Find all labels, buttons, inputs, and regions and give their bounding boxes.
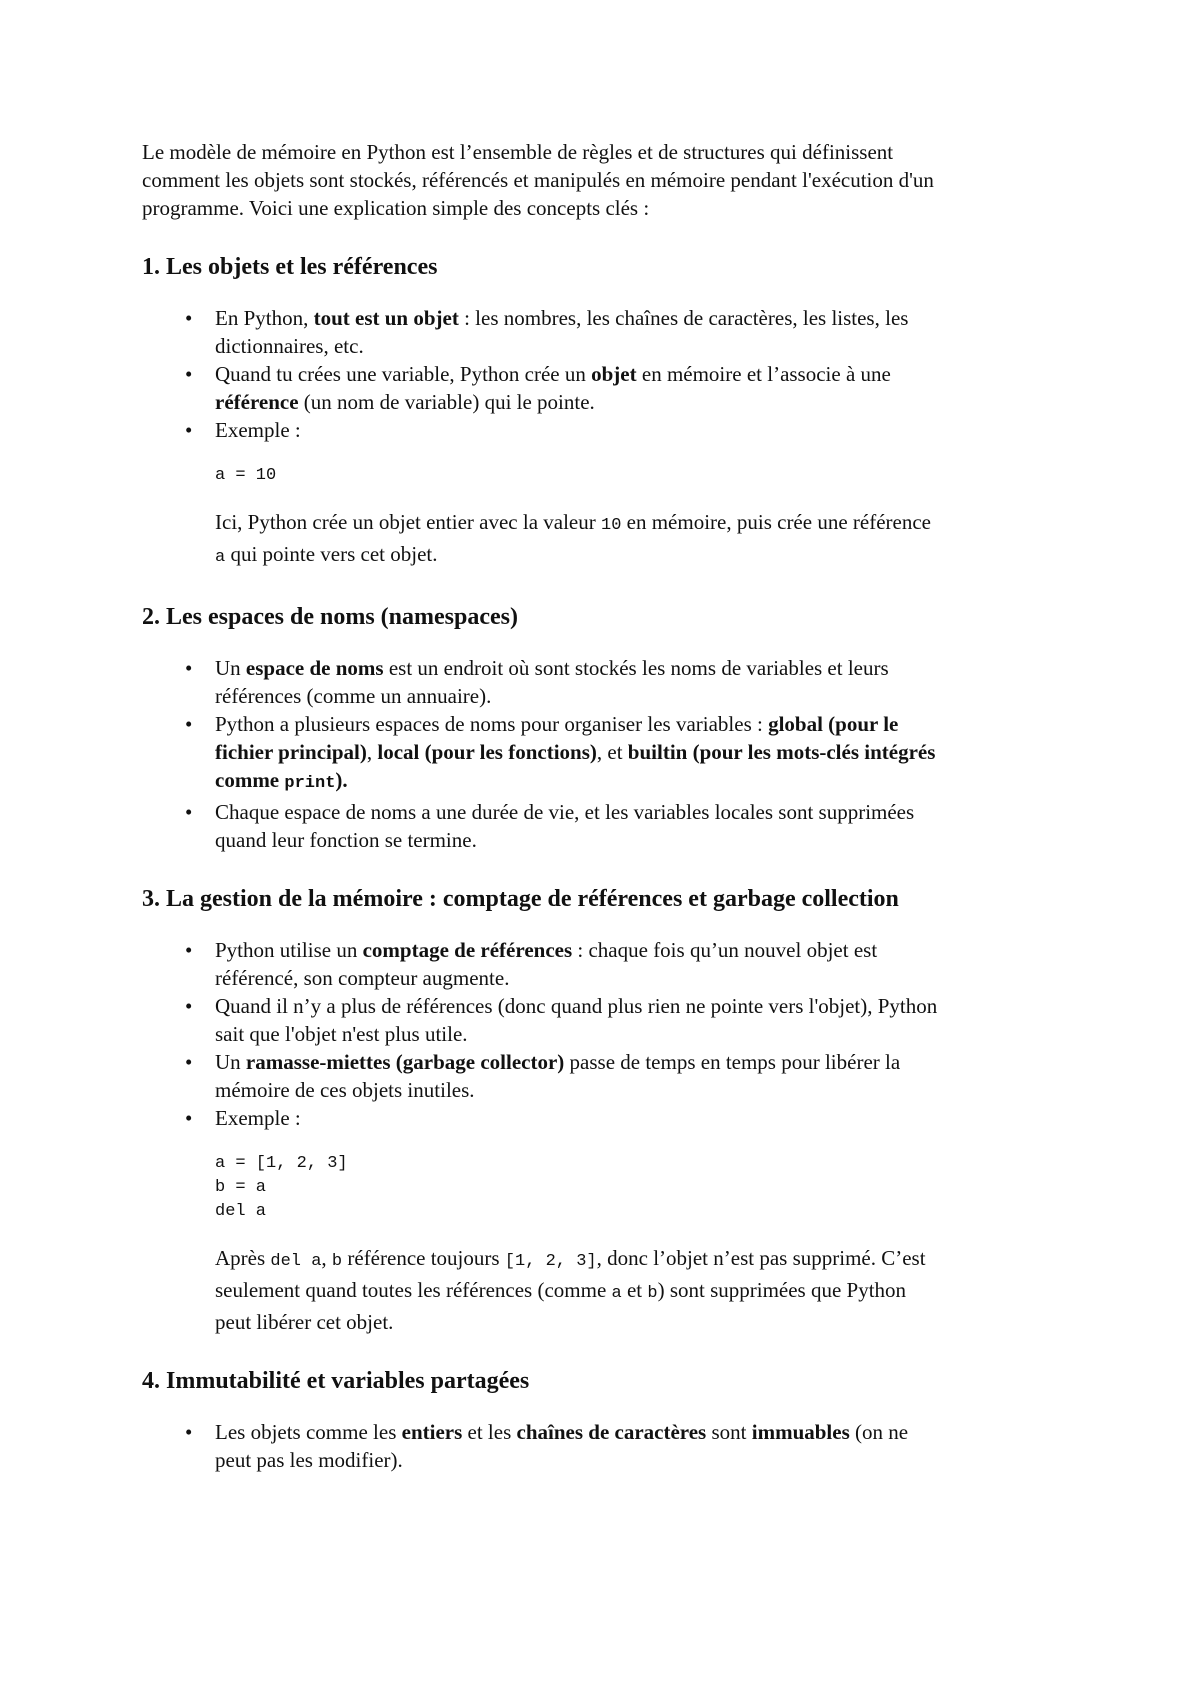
bold-text: référence [215, 390, 299, 414]
text: Exemple : [215, 418, 301, 442]
inline-code: [1, 2, 3] [504, 1252, 597, 1271]
inline-code: a [215, 548, 226, 567]
text: en mémoire, puis crée une référence [621, 510, 931, 534]
text: , [366, 740, 378, 764]
text: Quand tu crées une variable, Python crée un [215, 362, 592, 386]
text: et [621, 1278, 648, 1302]
section-3-heading: 3. La gestion de la mémoire : comptage de références et garbage collection [142, 886, 899, 912]
bold-text: local (pour les fonctions) [377, 740, 597, 764]
bold-text: comptage de références [362, 938, 573, 962]
text: Exemple : [215, 1106, 301, 1130]
text: Quand il n’y a plus de références (donc quand plus rien ne pointe vers l'objet), Python [215, 994, 938, 1018]
inline-code: del a [270, 1252, 322, 1271]
text: Chaque espace de noms a une durée de vie, et les variables locales sont supprimées [215, 800, 915, 824]
section-2-heading: 2. Les espaces de noms (namespaces) [142, 604, 518, 630]
text: dictionnaires, etc. [215, 334, 364, 358]
text: seulement quand toutes les références (comme [215, 1278, 612, 1302]
bold-text: tout est un objet [313, 306, 459, 330]
code-block: a = [1, 2, 3] b = a del a [215, 1154, 348, 1221]
text: , et [596, 740, 628, 764]
explanation [215, 508, 1072, 572]
text: sont [706, 1420, 752, 1444]
intro-line-3: programme. Voici une explication simple des concepts clés : [142, 196, 650, 220]
text: Python a plusieurs espaces de noms pour organiser les variables : [215, 712, 769, 736]
text: , donc l’objet n’est pas supprimé. C’est [596, 1246, 926, 1270]
list-item [215, 360, 1072, 416]
bold-text: chaînes de caractères [516, 1420, 707, 1444]
text: (on ne [849, 1420, 909, 1444]
intro-line-2: comment les objets sont stockés, référencés et manipulés en mémoire pendant l'exécution d'un [142, 168, 934, 192]
bold-text: ). [335, 768, 348, 792]
bold-text: entiers [401, 1420, 463, 1444]
text: En Python, [215, 306, 314, 330]
section-4-heading: 4. Immutabilité et variables partagées [142, 1368, 530, 1394]
list-item [215, 416, 1072, 572]
text: références (comme un annuaire). [215, 684, 492, 708]
list-item [215, 304, 1072, 360]
text: , [321, 1246, 332, 1270]
bold-text: builtin (pour les mots-clés intégrés [627, 740, 936, 764]
bold-text: espace de noms [245, 656, 384, 680]
list-item [215, 1418, 1072, 1474]
text: Un [215, 1050, 246, 1074]
list-item [215, 710, 1072, 798]
text: en mémoire et l’associe à une [636, 362, 891, 386]
text: Python utilise un [215, 938, 363, 962]
text: référence toujours [342, 1246, 505, 1270]
list-item [215, 1104, 1072, 1336]
text: référencé, son compteur augmente. [215, 966, 510, 990]
bold-text: ramasse-miettes (garbage collector) [245, 1050, 565, 1074]
inline-code: 10 [601, 516, 622, 535]
inline-code: a [611, 1284, 622, 1303]
bold-text: comme [215, 768, 285, 792]
text: : chaque fois qu’un nouvel objet est [572, 938, 878, 962]
document-content [142, 138, 1072, 1504]
inline-code: print [284, 774, 336, 793]
bold-text: immuables [751, 1420, 850, 1444]
text: et les [462, 1420, 517, 1444]
section-4-list [142, 1418, 1072, 1474]
bold-text: fichier principal) [215, 740, 367, 764]
text: : les nombres, les chaînes de caractères, les listes, les [458, 306, 909, 330]
bold-text: global (pour le [768, 712, 899, 736]
text: qui pointe vers cet objet. [225, 542, 438, 566]
inline-code: b [647, 1284, 658, 1303]
text: peut pas les modifier). [215, 1448, 403, 1472]
list-item [215, 1048, 1072, 1104]
text: ) sont supprimées que Python [657, 1278, 907, 1302]
explanation [215, 1244, 1072, 1336]
section-3-list [142, 936, 1072, 1336]
section-2-list [142, 654, 1072, 854]
text: mémoire de ces objets inutiles. [215, 1078, 475, 1102]
intro-paragraph [142, 138, 1072, 222]
text: Un [215, 656, 246, 680]
text: Après [215, 1246, 271, 1270]
text: peut libérer cet objet. [215, 1310, 394, 1334]
intro-line-1: Le modèle de mémoire en Python est l’ensemble de règles et de structures qui définissent [142, 140, 894, 164]
text: (un nom de variable) qui le pointe. [298, 390, 595, 414]
text: passe de temps en temps pour libérer la [564, 1050, 901, 1074]
text: Les objets comme les [215, 1420, 402, 1444]
section-1-list [142, 304, 1072, 572]
inline-code: b [331, 1252, 343, 1271]
text: sait que l'objet n'est plus utile. [215, 1022, 468, 1046]
list-item [215, 654, 1072, 710]
list-item [215, 992, 1072, 1048]
bold-text: objet [591, 362, 637, 386]
text: quand leur fonction se termine. [215, 828, 477, 852]
list-item [215, 936, 1072, 992]
list-item [215, 798, 1072, 854]
text: est un endroit où sont stockés les noms de variables et leurs [383, 656, 889, 680]
code-block: a = 10 [215, 466, 277, 485]
section-1-heading: 1. Les objets et les références [142, 254, 438, 280]
text: Ici, Python crée un objet entier avec la valeur [215, 510, 601, 534]
